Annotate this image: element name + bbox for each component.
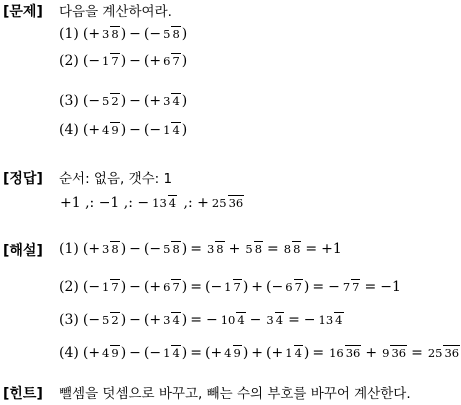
paren-close: ) bbox=[303, 279, 310, 295]
paren-open: ( bbox=[204, 279, 211, 295]
denominator: 8 bbox=[216, 242, 224, 256]
sign: − bbox=[88, 53, 101, 69]
value-text: +1 bbox=[321, 241, 342, 257]
denominator: 8 bbox=[172, 27, 180, 41]
denominator: 7 bbox=[172, 280, 180, 294]
paren-open: ( bbox=[143, 312, 150, 328]
denominator: 36 bbox=[444, 346, 460, 360]
operator: = bbox=[305, 241, 318, 257]
operator: = bbox=[364, 279, 377, 295]
paren-close: ) bbox=[303, 345, 310, 361]
numerator: 5 bbox=[163, 242, 171, 256]
paren-open: ( bbox=[266, 345, 272, 361]
operator: − bbox=[129, 241, 141, 257]
answer-values bbox=[59, 187, 245, 219]
fraction bbox=[101, 124, 120, 136]
denominator: 4 bbox=[237, 313, 245, 327]
paren-close: ) bbox=[181, 122, 188, 138]
numerator: 3 bbox=[206, 242, 215, 256]
operator: = bbox=[312, 279, 325, 295]
denominator: 8 bbox=[293, 242, 301, 256]
fraction bbox=[101, 347, 120, 359]
problem-item-4 bbox=[59, 116, 187, 144]
paren-open: ( bbox=[82, 122, 89, 138]
operator: = bbox=[190, 312, 202, 328]
paren-close: ) bbox=[181, 345, 188, 361]
numerator: 1 bbox=[224, 280, 232, 294]
paren-close: ) bbox=[120, 122, 127, 138]
problem-item-3 bbox=[59, 87, 187, 115]
paren-open: ( bbox=[82, 345, 89, 361]
operator: = bbox=[190, 345, 202, 361]
sign: + bbox=[88, 345, 101, 361]
numerator: 6 bbox=[163, 54, 171, 68]
numerator: 1 bbox=[102, 54, 110, 68]
fraction bbox=[328, 347, 361, 359]
numerator: 16 bbox=[329, 346, 344, 360]
fraction bbox=[162, 314, 181, 326]
fraction bbox=[206, 243, 225, 255]
paren-open: ( bbox=[143, 345, 150, 361]
denominator: 9 bbox=[233, 346, 241, 360]
operator: = bbox=[411, 345, 423, 361]
paren-close: ) bbox=[120, 241, 127, 257]
numerator: 4 bbox=[102, 346, 110, 360]
fraction bbox=[101, 95, 120, 107]
denominator: 4 bbox=[294, 346, 302, 360]
paren-close: ) bbox=[242, 345, 249, 361]
operator: = bbox=[190, 279, 202, 295]
paren-open: ( bbox=[143, 122, 150, 138]
item-label: (1) bbox=[59, 26, 79, 42]
sign: − bbox=[149, 241, 162, 257]
paren-close: ) bbox=[242, 279, 249, 295]
sign: − bbox=[271, 279, 284, 295]
numerator: 6 bbox=[163, 280, 171, 294]
answer-summary: 순서: 없음, 갯수: 1 bbox=[59, 171, 173, 187]
operator: − bbox=[129, 93, 141, 109]
operator: = bbox=[288, 312, 300, 328]
denominator: 8 bbox=[254, 242, 263, 256]
paren-open: ( bbox=[82, 93, 89, 109]
paren-open: ( bbox=[143, 241, 150, 257]
sign: + bbox=[149, 312, 162, 328]
denominator: 4 bbox=[335, 313, 343, 327]
numerator: 3 bbox=[163, 94, 171, 108]
fraction bbox=[162, 281, 181, 293]
sign: + bbox=[149, 279, 162, 295]
fraction bbox=[265, 314, 284, 326]
paren-close: ) bbox=[120, 279, 127, 295]
denominator: 2 bbox=[111, 313, 119, 327]
operator: + bbox=[228, 241, 241, 257]
fraction bbox=[427, 347, 460, 359]
numerator: 3 bbox=[102, 242, 110, 256]
operator: = bbox=[312, 345, 325, 361]
fraction bbox=[318, 314, 344, 326]
paren-close: ) bbox=[181, 26, 188, 42]
denominator: 4 bbox=[172, 94, 180, 108]
item-label: (2) bbox=[59, 53, 79, 69]
item-label: (2) bbox=[59, 279, 79, 295]
sign: + bbox=[271, 345, 284, 361]
paren-open: ( bbox=[82, 53, 89, 69]
fraction bbox=[101, 55, 120, 67]
value-text: +1 ,: −1 ,: − bbox=[60, 195, 150, 211]
denominator: 2 bbox=[111, 94, 119, 108]
numerator: 4 bbox=[102, 123, 110, 137]
fraction bbox=[151, 197, 177, 209]
value-text: − bbox=[303, 312, 316, 328]
paren-open: ( bbox=[266, 279, 272, 295]
paren-close: ) bbox=[181, 312, 188, 328]
operator: = bbox=[267, 241, 279, 257]
numerator: 1 bbox=[102, 280, 110, 294]
fraction bbox=[162, 28, 181, 40]
paren-open: ( bbox=[143, 26, 150, 42]
paren-open: ( bbox=[82, 241, 89, 257]
paren-open: ( bbox=[204, 345, 211, 361]
denominator: 8 bbox=[111, 242, 119, 256]
operator: − bbox=[129, 122, 141, 138]
denominator: 7 bbox=[172, 54, 180, 68]
fraction bbox=[101, 281, 120, 293]
operator: + bbox=[251, 345, 264, 361]
problem-instruction: 다음을 계산하여라. bbox=[59, 4, 172, 20]
paren-close: ) bbox=[120, 53, 127, 69]
numerator: 13 bbox=[318, 313, 334, 327]
item-label: (4) bbox=[59, 122, 79, 138]
numerator: 3 bbox=[102, 27, 110, 41]
operator: − bbox=[129, 26, 141, 42]
sign: − bbox=[88, 93, 101, 109]
denominator: 8 bbox=[172, 242, 180, 256]
item-label: (3) bbox=[59, 93, 79, 109]
value-text: ,: + bbox=[179, 195, 209, 211]
paren-close: ) bbox=[181, 279, 188, 295]
operator: − bbox=[129, 345, 141, 361]
denominator: 7 bbox=[111, 280, 119, 294]
paren-close: ) bbox=[120, 93, 127, 109]
sign: + bbox=[149, 93, 162, 109]
fraction bbox=[284, 347, 303, 359]
paren-close: ) bbox=[120, 312, 127, 328]
denominator: 4 bbox=[172, 346, 180, 360]
sign: − bbox=[149, 26, 162, 42]
numerator: 13 bbox=[152, 196, 167, 210]
numerator: 5 bbox=[163, 27, 171, 41]
fraction bbox=[162, 347, 181, 359]
numerator: 3 bbox=[266, 313, 274, 327]
value-text: −1 bbox=[380, 279, 401, 295]
fraction bbox=[283, 243, 302, 255]
problem-item-2 bbox=[59, 47, 187, 75]
numerator: 3 bbox=[163, 313, 171, 327]
fraction bbox=[162, 243, 181, 255]
paren-close: ) bbox=[120, 345, 127, 361]
denominator: 7 bbox=[294, 280, 302, 294]
solution-item-2 bbox=[59, 273, 402, 301]
denominator: 4 bbox=[172, 123, 180, 137]
operator: + bbox=[365, 345, 378, 361]
fraction bbox=[220, 314, 246, 326]
problem-item-1 bbox=[59, 20, 187, 48]
numerator: 9 bbox=[382, 346, 390, 360]
sign: − bbox=[149, 122, 162, 138]
operator: − bbox=[129, 53, 141, 69]
denominator: 9 bbox=[111, 123, 119, 137]
denominator: 9 bbox=[111, 346, 119, 360]
value-text: − bbox=[328, 279, 340, 295]
paren-open: ( bbox=[143, 279, 150, 295]
sign: + bbox=[88, 26, 101, 42]
paren-open: ( bbox=[82, 312, 89, 328]
denominator: 8 bbox=[111, 27, 119, 41]
sign: − bbox=[88, 312, 101, 328]
hint-tag: [힌트] bbox=[3, 386, 43, 402]
numerator: 10 bbox=[220, 313, 236, 327]
sign: − bbox=[210, 279, 223, 295]
fraction bbox=[223, 281, 242, 293]
fraction bbox=[162, 55, 181, 67]
numerator: 8 bbox=[283, 242, 292, 256]
hint-text: 뺄셈을 덧셈으로 바꾸고, 빼는 수의 부호를 바꾸어 계산한다. bbox=[59, 386, 411, 402]
sign: − bbox=[149, 345, 162, 361]
numerator: 1 bbox=[163, 123, 171, 137]
value-text: − bbox=[205, 312, 218, 328]
paren-open: ( bbox=[82, 279, 89, 295]
numerator: 1 bbox=[285, 346, 293, 360]
denominator: 36 bbox=[345, 346, 361, 360]
fraction bbox=[162, 95, 181, 107]
denominator: 4 bbox=[168, 196, 177, 210]
numerator: 4 bbox=[224, 346, 232, 360]
item-label: (1) bbox=[59, 241, 79, 257]
fraction bbox=[101, 243, 120, 255]
fraction bbox=[101, 314, 120, 326]
fraction bbox=[284, 281, 303, 293]
numerator: 5 bbox=[102, 94, 110, 108]
numerator: 5 bbox=[245, 242, 253, 256]
paren-close: ) bbox=[120, 26, 127, 42]
problem-tag: [문제] bbox=[3, 4, 43, 20]
numerator: 6 bbox=[285, 280, 293, 294]
sign: − bbox=[88, 279, 101, 295]
fraction bbox=[162, 124, 181, 136]
paren-open: ( bbox=[143, 53, 150, 69]
paren-close: ) bbox=[181, 241, 188, 257]
operator: + bbox=[251, 279, 264, 295]
fraction bbox=[223, 347, 242, 359]
solution-item-4 bbox=[59, 339, 461, 367]
denominator: 4 bbox=[275, 313, 284, 327]
numerator: 1 bbox=[163, 346, 171, 360]
operator: − bbox=[129, 312, 141, 328]
paren-open: ( bbox=[143, 93, 150, 109]
denominator: 4 bbox=[172, 313, 180, 327]
solution-item-3 bbox=[59, 306, 345, 334]
solution-item-1 bbox=[59, 235, 343, 263]
item-label: (4) bbox=[59, 345, 79, 361]
denominator: 7 bbox=[352, 280, 360, 294]
numerator: 7 bbox=[342, 280, 351, 294]
numerator: 25 bbox=[211, 196, 227, 210]
operator: − bbox=[129, 279, 141, 295]
sign: + bbox=[149, 53, 162, 69]
denominator: 36 bbox=[391, 346, 407, 360]
numerator: 25 bbox=[427, 346, 443, 360]
fraction bbox=[244, 243, 263, 255]
denominator: 7 bbox=[233, 280, 241, 294]
fraction bbox=[381, 347, 407, 359]
fraction bbox=[342, 281, 361, 293]
fraction bbox=[211, 197, 244, 209]
paren-close: ) bbox=[181, 93, 188, 109]
numerator: 5 bbox=[102, 313, 110, 327]
operator: − bbox=[249, 312, 262, 328]
operator: = bbox=[190, 241, 202, 257]
denominator: 36 bbox=[228, 196, 244, 210]
denominator: 7 bbox=[111, 54, 119, 68]
paren-open: ( bbox=[82, 26, 89, 42]
solution-tag: [해설] bbox=[3, 243, 43, 259]
item-label: (3) bbox=[59, 312, 79, 328]
sign: + bbox=[88, 241, 101, 257]
answer-tag: [정답] bbox=[3, 171, 43, 187]
fraction bbox=[101, 28, 120, 40]
sign: + bbox=[88, 122, 101, 138]
paren-close: ) bbox=[181, 53, 188, 69]
sign: + bbox=[210, 345, 223, 361]
